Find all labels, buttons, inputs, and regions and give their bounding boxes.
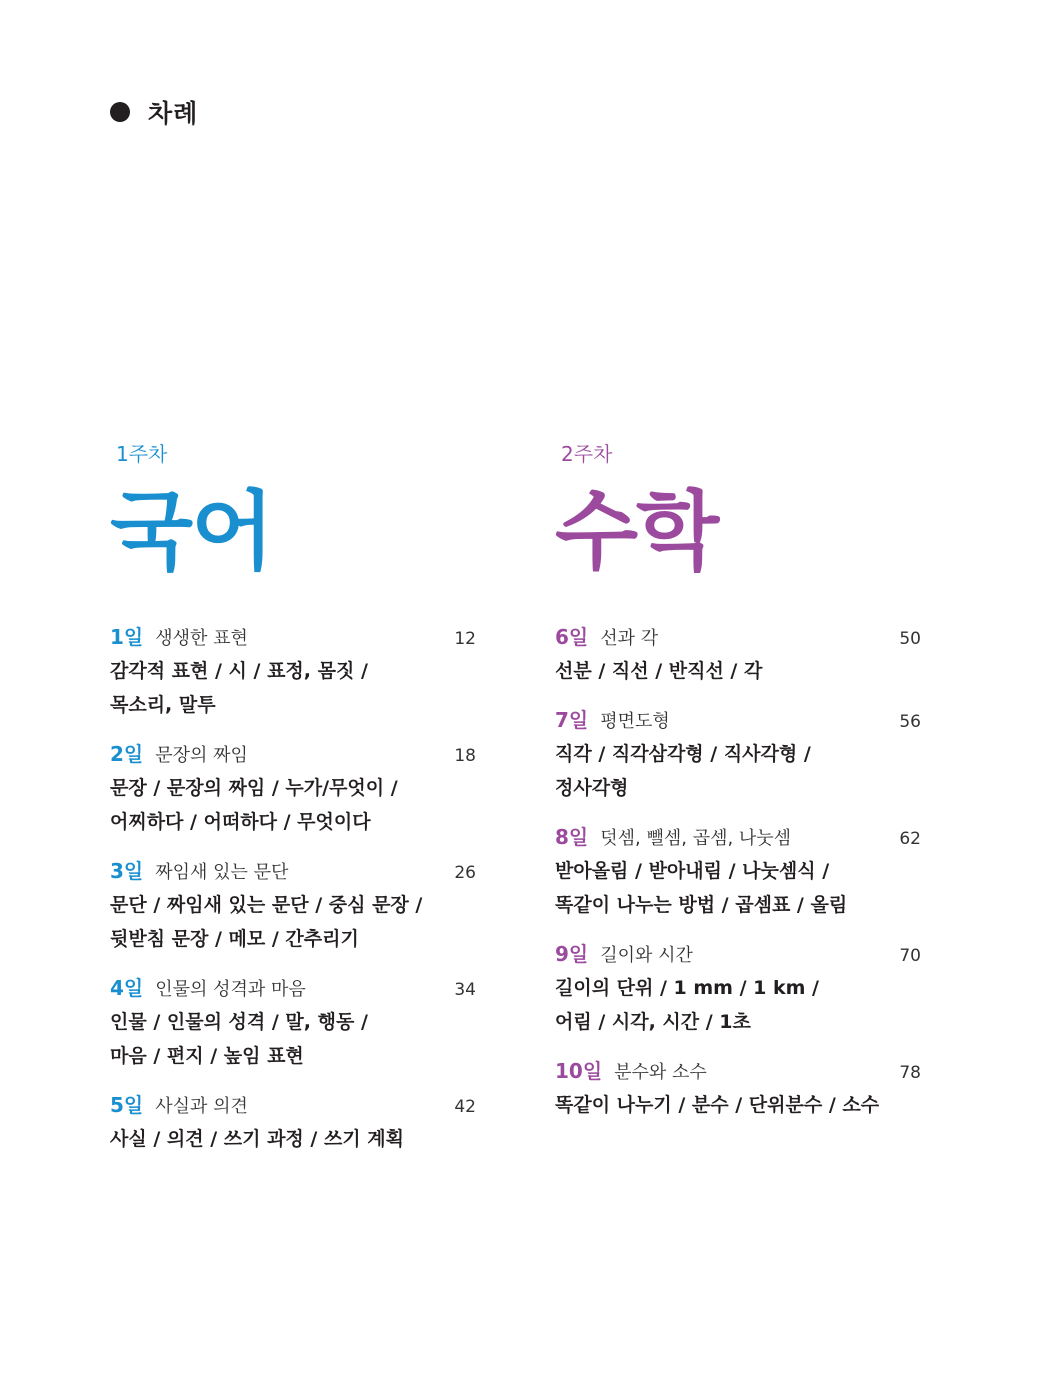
topic-list: [555, 1088, 921, 1122]
entry-header: [555, 939, 921, 969]
topic-line: 감각적 표현 / 시 / 표정, 몸짓 /: [110, 660, 368, 682]
entry-title: 짜임새 있는 문단: [155, 862, 289, 883]
topic-list: [555, 654, 921, 688]
day-label: 8일: [555, 825, 589, 849]
page-number: 12: [454, 629, 476, 649]
entry-header: [555, 822, 921, 852]
week-label: 2주차: [561, 442, 613, 466]
topic-line: 문장 / 문장의 짜임 / 누가/무엇이 /: [110, 777, 398, 799]
entry-header: [110, 739, 476, 769]
entry-header: [555, 705, 921, 735]
topic-line: 선분 / 직선 / 반직선 / 각: [555, 660, 763, 682]
entry-title: 인물의 성격과 마음: [155, 979, 306, 1000]
topic-line: 직각 / 직각삼각형 / 직사각형 /: [555, 743, 811, 765]
entry-title: 길이와 시간: [600, 945, 693, 966]
page-number: 50: [899, 629, 921, 649]
entry-title: 평면도형: [600, 711, 670, 732]
day-label: 1일: [110, 625, 144, 649]
topic-list: [555, 737, 921, 805]
topic-list: [110, 888, 476, 956]
toc-entry: [555, 822, 921, 922]
toc-entry: [110, 739, 476, 839]
page-number: 78: [899, 1063, 921, 1083]
entry-header: [555, 622, 921, 652]
topic-line: 뒷받침 문장 / 메모 / 간추리기: [110, 928, 359, 950]
entry-header: [555, 1056, 921, 1086]
topic-line: 마음 / 편지 / 높임 표현: [110, 1045, 304, 1067]
page-number: 56: [899, 712, 921, 732]
entry-list: [555, 622, 921, 1122]
entry-header: [110, 622, 476, 652]
day-label: 7일: [555, 708, 589, 732]
toc-entry: [110, 1090, 476, 1156]
topic-list: [110, 771, 476, 839]
entry-list: [110, 622, 476, 1156]
topic-list: [110, 1005, 476, 1073]
day-label: 5일: [110, 1093, 144, 1117]
toc-entry: [110, 973, 476, 1073]
entry-title: 분수와 소수: [614, 1062, 707, 1083]
entry-title: 덧셈, 뺄셈, 곱셈, 나눗셈: [600, 828, 792, 849]
page-number: 18: [454, 746, 476, 766]
toc-entry: [555, 622, 921, 688]
day-label: 10일: [555, 1059, 603, 1083]
column-math: [555, 440, 921, 1139]
entry-title: 생생한 표현: [155, 628, 248, 649]
topic-line: 정사각형: [555, 777, 629, 799]
topic-line: 어림 / 시각, 시간 / 1초: [555, 1011, 751, 1033]
topic-line: 길이의 단위 / 1 mm / 1 km /: [555, 977, 819, 999]
page-number: 62: [899, 829, 921, 849]
toc-entry: [110, 856, 476, 956]
topic-list: [110, 1122, 476, 1156]
bullet-icon: [110, 102, 130, 122]
entry-title: 사실과 의견: [155, 1096, 248, 1117]
topic-line: 인물 / 인물의 성격 / 말, 행동 /: [110, 1011, 368, 1033]
topic-list: [110, 654, 476, 722]
toc-entry: [555, 939, 921, 1039]
page-number: 26: [454, 863, 476, 883]
topic-line: 똑같이 나누기 / 분수 / 단위분수 / 소수: [555, 1094, 880, 1116]
day-label: 6일: [555, 625, 589, 649]
topic-list: [555, 971, 921, 1039]
subject-title: 국어: [110, 482, 273, 582]
entry-title: 선과 각: [600, 628, 659, 649]
topic-line: 똑같이 나누는 방법 / 곱셈표 / 올림: [555, 894, 848, 916]
day-label: 2일: [110, 742, 144, 766]
entry-header: [110, 1090, 476, 1120]
topic-line: 사실 / 의견 / 쓰기 과정 / 쓰기 계획: [110, 1128, 404, 1150]
entry-title: 문장의 짜임: [155, 745, 248, 766]
toc-entry: [110, 622, 476, 722]
topic-line: 어찌하다 / 어떠하다 / 무엇이다: [110, 811, 371, 833]
topic-line: 문단 / 짜임새 있는 문단 / 중심 문장 /: [110, 894, 423, 916]
topic-line: 받아올림 / 받아내림 / 나눗셈식 /: [555, 860, 830, 882]
week-label: 1주차: [116, 442, 168, 466]
page-number: 70: [899, 946, 921, 966]
page-title: 차례: [148, 99, 199, 128]
day-label: 4일: [110, 976, 144, 1000]
page-number: 34: [454, 980, 476, 1000]
topic-list: [555, 854, 921, 922]
entry-header: [110, 973, 476, 1003]
subject-title: 수학: [555, 482, 718, 582]
toc-header: [110, 94, 198, 130]
column-korean: [110, 440, 476, 1173]
day-label: 9일: [555, 942, 589, 966]
page-number: 42: [454, 1097, 476, 1117]
day-label: 3일: [110, 859, 144, 883]
toc-entry: [555, 1056, 921, 1122]
topic-line: 목소리, 말투: [110, 694, 216, 716]
entry-header: [110, 856, 476, 886]
toc-entry: [555, 705, 921, 805]
